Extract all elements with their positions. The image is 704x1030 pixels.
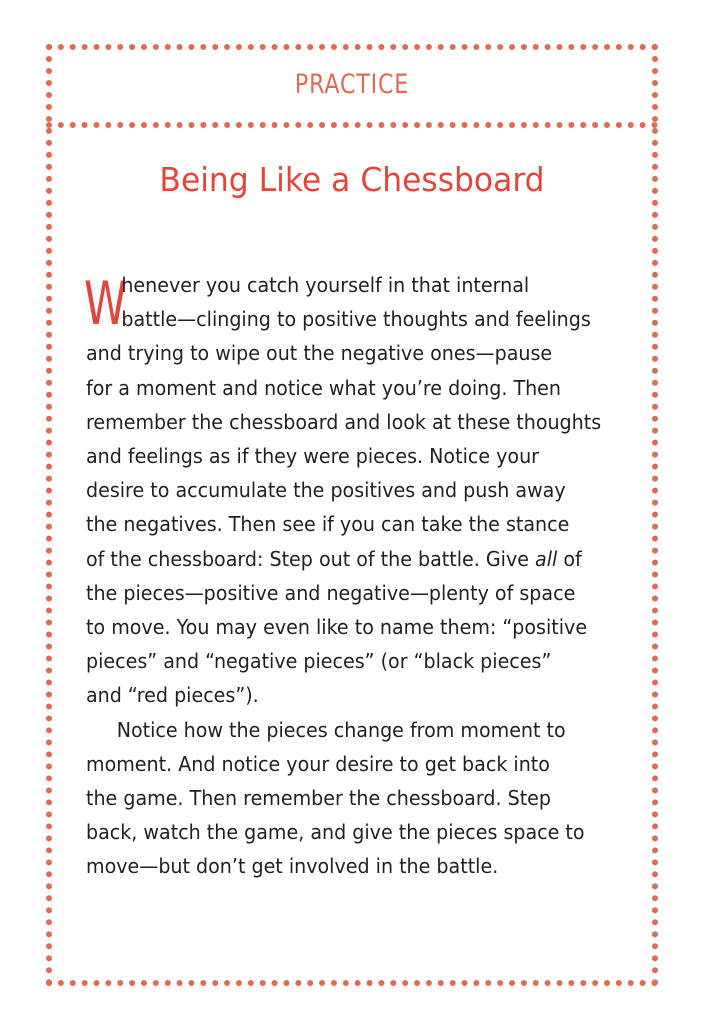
text-line: for a moment and notice what you’re doing. Then	[86, 375, 561, 400]
text-line: desire to accumulate the positives and push away	[86, 478, 566, 503]
text-line: Notice how the pieces change from moment to	[116, 717, 566, 742]
text-line: and “red pieces”).	[86, 683, 259, 708]
text-line: the pieces—positive and negative—plenty of space	[86, 580, 576, 605]
text-line	[86, 542, 607, 576]
text-line: and feelings as if they were pieces. Notice your	[86, 444, 540, 469]
text-line: remember the chessboard and look at these thoughts	[86, 409, 602, 434]
section-label: PRACTICE	[294, 69, 410, 100]
text-line: move—but don’t get involved in the battle.	[86, 854, 499, 879]
emphasis-all: all	[535, 546, 558, 571]
text-line: and trying to wipe out the negative ones—pause	[86, 341, 553, 366]
text-line: the negatives. Then see if you can take the stance	[86, 512, 570, 537]
header-divider	[46, 122, 658, 128]
page-title: Being Like a Chessboard	[159, 160, 545, 199]
text-segment: of	[557, 546, 582, 571]
drop-cap: W	[84, 269, 127, 339]
text-line: the game. Then remember the chessboard. Step	[86, 786, 551, 811]
text-segment: of the chessboard: Step out of the battle. Give	[86, 546, 536, 571]
text-line: back, watch the game, and give the pieces space to	[86, 820, 585, 845]
text-line: battle—clinging to positive thoughts and feelings	[121, 307, 591, 332]
text-line: to move. You may even like to name them: “positive	[86, 615, 588, 640]
body-text	[86, 268, 646, 884]
text-line: moment. And notice your desire to get back into	[86, 751, 550, 776]
text-line: pieces” and “negative pieces” (or “black pieces”	[86, 649, 552, 674]
text-line: henever you catch yourself in that internal	[121, 273, 530, 297]
